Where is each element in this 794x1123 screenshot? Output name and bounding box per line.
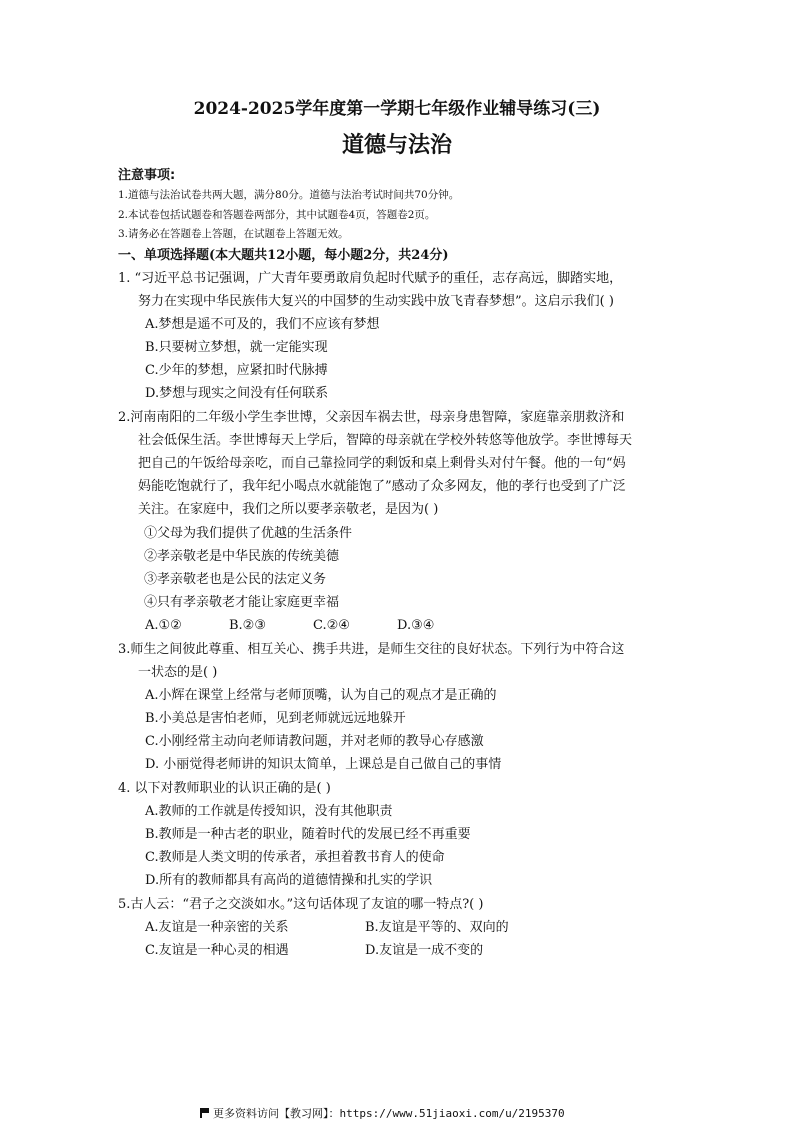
question-text: 把自己的午饭给母亲吃，而自己靠捡同学的剩饭和桌上剩骨头对付午餐。他的一句“妈 — [138, 456, 626, 471]
question-3 — [118, 638, 698, 777]
question-text: 3.师生之间彼此尊重、相互关心、携手共进，是师生交往的良好状态。下列行为中符合这 — [118, 641, 625, 657]
option-a: A.①② — [145, 618, 182, 634]
note-item: 2.本试卷包括试题卷和答题卷两部分，其中试题卷4页，答题卷2页。 — [118, 208, 436, 221]
options-row — [118, 939, 698, 962]
question-1 — [118, 267, 698, 406]
question-text: 社会低保生活。李世博每天上学后，智障的母亲就在学校外转悠等他放学。李世博每天 — [138, 432, 633, 448]
footer-link[interactable] — [200, 1105, 600, 1121]
option-d: D.③④ — [397, 618, 435, 634]
option-d: D.所有的教师都具有高尚的道德情操和扎实的学识 — [145, 873, 433, 889]
document-title: 2024-2025学年度第一学期七年级作业辅导练习(三) — [193, 99, 601, 119]
statement-3: ③孝亲敬老也是公民的法定义务 — [144, 571, 327, 587]
note-item: 3.请务必在答题卷上答题，在试题卷上答题无效。 — [118, 228, 349, 240]
option-d: D. 小丽觉得老师讲的知识太简单，上课总是自己做自己的事情 — [145, 757, 502, 773]
question-4 — [118, 777, 698, 893]
statement-2: ②孝亲敬老是中华民族的传统美德 — [144, 548, 340, 564]
option-b: B.小美总是害怕老师，见到老师就远远地躲开 — [145, 711, 406, 727]
statement-1: ①父母为我们提供了优越的生活条件 — [144, 525, 353, 541]
flag-icon — [200, 1108, 209, 1118]
question-2 — [118, 406, 698, 638]
question-text: 一状态的是( ) — [138, 664, 218, 680]
option-a: A.梦想是遥不可及的，我们不应该有梦想 — [145, 316, 380, 332]
option-c: C.友谊是一种心灵的相遇 — [145, 942, 289, 958]
option-c: C.②④ — [313, 618, 350, 634]
option-c: C.小刚经常主动向老师请教问题，并对老师的教导心存感激 — [145, 734, 484, 750]
note-item: 1.道德与法治试卷共两大题，满分80分。道德与法治考试时间共70分钟。 — [118, 189, 460, 201]
subject-title: 道德与法治 — [341, 132, 452, 158]
option-b: B.友谊是平等的、双向的 — [365, 919, 509, 935]
question-text: 努力在实现中华民族伟大复兴的中国梦的生动实践中放飞青春梦想”。这启示我们( ) — [138, 293, 614, 309]
option-b: B.教师是一种古老的职业，随着时代的发展已经不再重要 — [145, 827, 471, 842]
option-a: A.友谊是一种亲密的关系 — [145, 919, 289, 935]
question-5 — [118, 893, 698, 963]
option-b: B.只要树立梦想，就一定能实现 — [145, 340, 328, 356]
notes-heading: 注意事项: — [118, 168, 176, 183]
option-a: A.小辉在课堂上经常与老师顶嘴，认为自己的观点才是正确的 — [145, 687, 497, 703]
option-d: D.梦想与现实之间没有任何联系 — [145, 386, 329, 402]
section-heading: 一、单项选择题(本大题共12小题，每小题2分，共24分) — [118, 247, 449, 263]
question-text: 4. 以下对教师职业的认识正确的是( ) — [118, 780, 331, 796]
option-d: D.友谊是一成不变的 — [365, 942, 484, 958]
question-text: 妈能吃饱就行了，我年纪小喝点水就能饱了”感动了众多网友，他的孝行也受到了广泛 — [138, 479, 626, 495]
document-body — [118, 166, 698, 962]
question-text: 关注。在家庭中，我们之所以要孝亲敬老，是因为( ) — [138, 502, 439, 518]
options-row — [118, 614, 698, 637]
statement-4: ④只有孝亲敬老才能让家庭更幸福 — [144, 595, 340, 611]
question-text: 2.河南南阳的二年级小学生李世博，父亲因车祸去世，母亲身患智障，家庭靠亲朋救济和 — [118, 409, 625, 425]
option-c: C.少年的梦想，应紧扣时代脉搏 — [145, 363, 328, 379]
option-c: C.教师是人类文明的传承者，承担着教书育人的使命 — [145, 850, 445, 866]
option-a: A.教师的工作就是传授知识，没有其他职责 — [145, 803, 393, 819]
footer-text[interactable]: 更多资料访问【教习网】：https://www.51jiaoxi.com/u/2195370 — [213, 1107, 565, 1120]
question-text: 5.古人云：“君子之交淡如水。”这句话体现了友谊的哪一特点?( ) — [118, 896, 484, 912]
question-text: 1. “习近平总书记强调，广大青年要勇敢肩负起时代赋予的重任，志存高远，脚踏实地， — [118, 270, 623, 286]
options-row — [118, 916, 698, 939]
option-b: B.②③ — [229, 618, 266, 634]
